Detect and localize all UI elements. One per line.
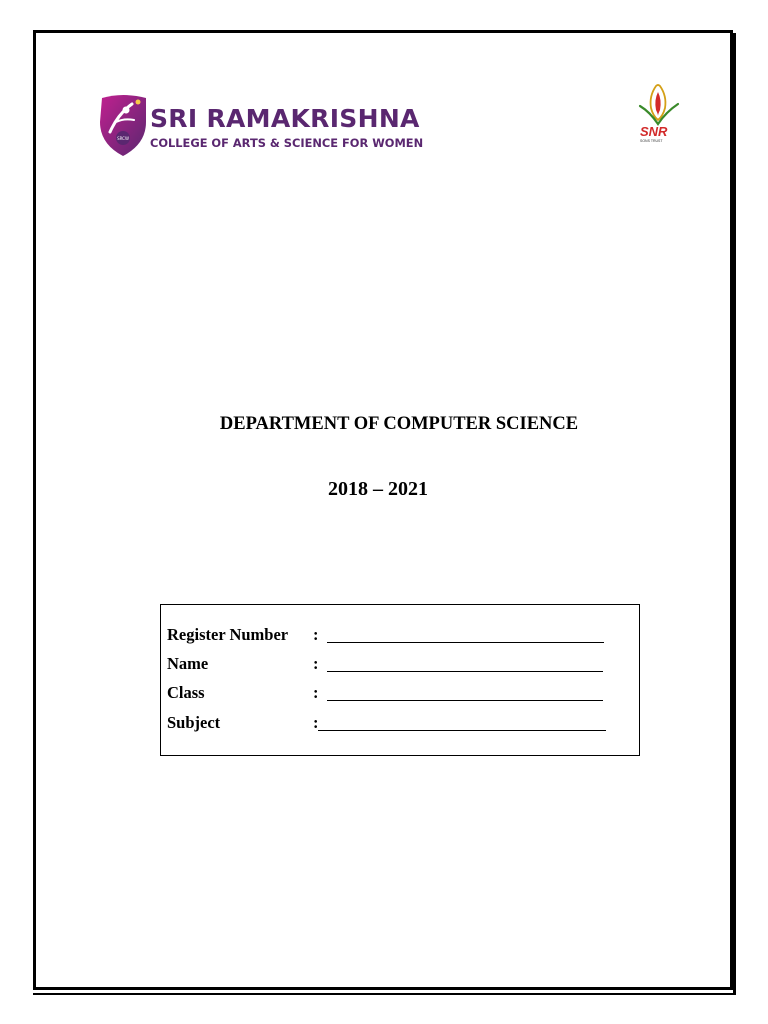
field-label: Class — [167, 683, 205, 702]
field-colon: : — [313, 625, 319, 644]
field-colon: : — [313, 713, 319, 732]
college-subtitle: COLLEGE OF ARTS & SCIENCE FOR WOMEN — [150, 136, 424, 150]
field-colon: : — [313, 683, 319, 702]
blank-line — [327, 700, 603, 701]
snr-flame-icon — [636, 82, 680, 126]
student-info-box — [160, 604, 640, 756]
department-title: DEPARTMENT OF COMPUTER SCIENCE — [219, 414, 579, 434]
field-label: Subject — [167, 713, 221, 732]
field-label: Register Number — [167, 625, 289, 644]
snr-logo-tagline: SONS TRUST — [640, 139, 663, 143]
snr-logo — [632, 82, 688, 148]
page-border-shadow-bottom — [33, 993, 736, 995]
academic-years: 2018 – 2021 — [328, 478, 428, 500]
page-border-shadow-right — [733, 33, 736, 993]
snr-logo-text: SNR — [640, 124, 668, 139]
field-label: Name — [167, 654, 209, 673]
field-colon: : — [313, 654, 319, 673]
college-name: SRI RAMAKRISHNA — [150, 104, 420, 133]
college-logo — [96, 92, 436, 162]
page-border — [33, 30, 733, 990]
college-emblem-text: SRCW — [117, 136, 129, 141]
blank-line — [318, 730, 606, 731]
blank-line — [327, 671, 603, 672]
college-emblem-icon — [96, 92, 150, 158]
blank-line — [327, 642, 604, 643]
